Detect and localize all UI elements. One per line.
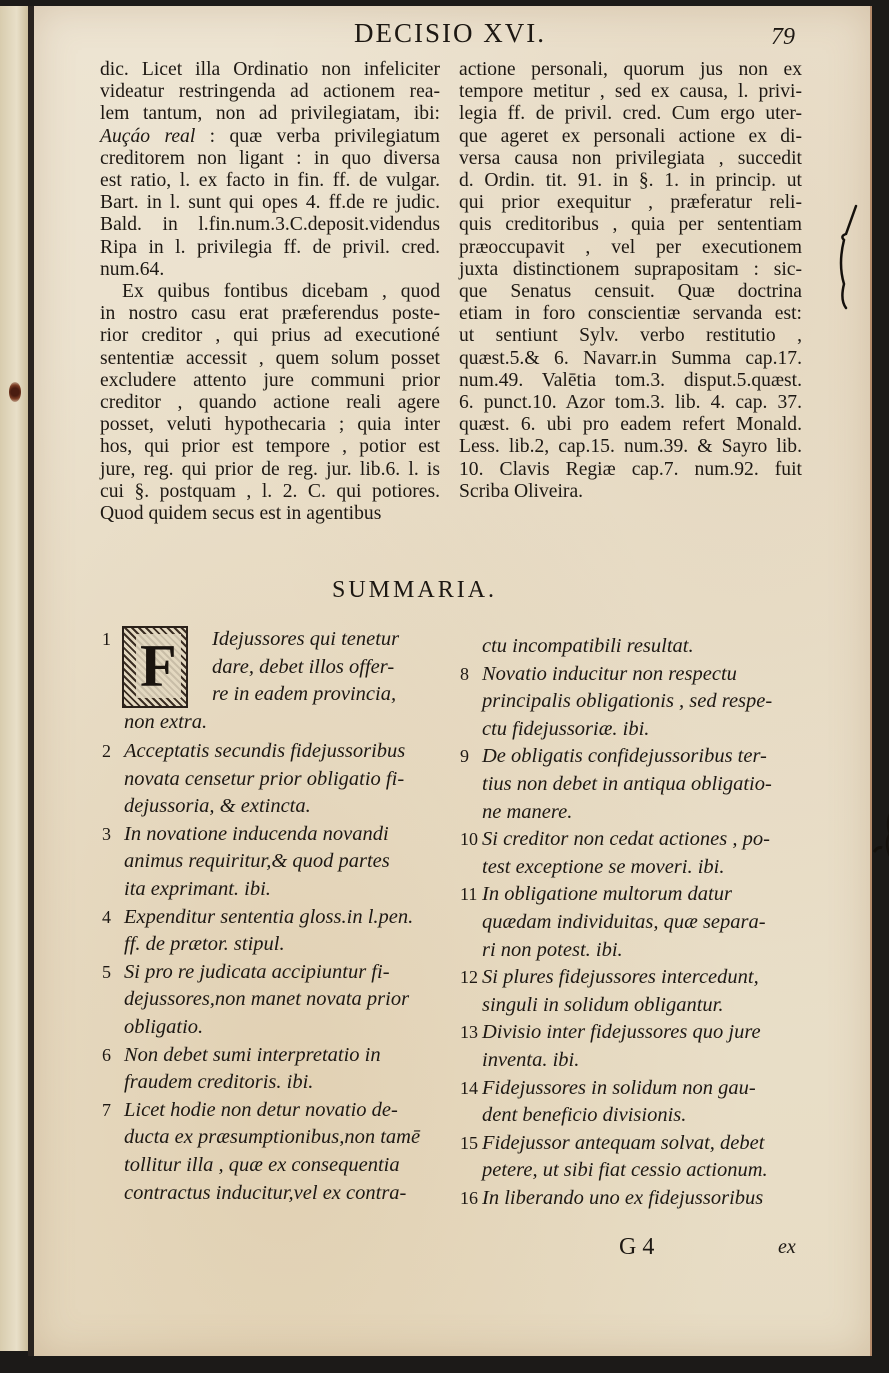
text-line: 10. Clavis Regiæ cap.7. num.92. fuit — [459, 458, 802, 480]
summary-line: In obligatione multorum datur — [482, 883, 732, 906]
summary-item-number: 6 — [102, 1044, 111, 1065]
summary-line: Acceptatis secundis fidejussoribus — [124, 740, 406, 762]
summary-line: Divisio inter fidejussores quo jure — [482, 1021, 761, 1044]
signature-mark: G 4 — [619, 1234, 655, 1260]
summary-item-text — [124, 626, 462, 736]
summary-line: ita exprimant. ibi. — [124, 877, 271, 900]
text-line: dic. Licet illa Ordinatio non infeliciter — [100, 59, 440, 80]
text-line: Bart. in l. sunt qui opes 4. ff.de re judic. — [100, 192, 440, 214]
summary-line: ctu fidejussoriæ. ibi. — [482, 717, 650, 740]
summary-line: singuli in solidum obligantur. — [482, 993, 724, 1016]
text-line: juxta distinctionem suprapositam : sic- — [459, 258, 802, 280]
summary-item-number: 4 — [102, 906, 111, 927]
summary-item — [102, 959, 462, 1042]
summaria-column-right — [460, 633, 810, 1212]
summary-item — [102, 821, 462, 904]
summary-item — [460, 1075, 810, 1130]
summary-line: contractus inducitur,vel ex contra- — [124, 1181, 407, 1204]
text-line: etiam in foro conscientiæ servanda est: — [459, 303, 802, 325]
text-line: jure, reg. qui prior de reg. jur. lib.6. l. is — [100, 458, 440, 480]
summary-line: re in eadem provincia, — [212, 683, 397, 706]
summary-line: Expenditur sententia gloss.in l.pen. — [124, 905, 414, 928]
text-line: posset, veluti hypothecaria ; quia inter — [100, 414, 440, 436]
handwritten-bracket-mark — [834, 204, 864, 314]
summary-item-text — [482, 1130, 810, 1185]
summary-line: petere, ut sibi fiat cessio actionum. — [482, 1159, 768, 1182]
summary-line: animus requiritur,& quod partes — [124, 850, 390, 873]
section-title-summaria: SUMMARIA. — [332, 577, 498, 603]
summary-line: tollitur illa , quæ ex consequentia — [124, 1153, 400, 1176]
text-line: qui prior exequitur , præferatur reli- — [459, 192, 802, 214]
text-line: creditorem non ligant : in quo diversa — [100, 147, 440, 169]
text-line: actione personali, quorum jus non ex — [459, 59, 802, 80]
summary-line: ri non potest. ibi. — [482, 938, 623, 961]
summary-line: Fidejussor antequam solvat, debet — [482, 1131, 765, 1154]
summary-item-text — [482, 661, 810, 744]
summary-line: Licet hodie non detur novatio de- — [124, 1098, 398, 1121]
text-line: in nostro casu erat præferendus poste- — [100, 303, 440, 325]
text-line: que Senatus censuit. Quæ doctrina — [459, 281, 802, 303]
summary-item-text — [482, 1019, 810, 1074]
summary-item-text — [124, 1097, 462, 1207]
italic-phrase: Auçáo real — [100, 125, 196, 147]
summary-item-text — [482, 1075, 810, 1130]
text-line: cui §. postquam , l. 2. C. qui potiores. — [100, 480, 440, 502]
summary-line: Si plures fidejussores intercedunt, — [482, 966, 759, 989]
summary-line: principalis obligationis , sed respe- — [482, 690, 773, 713]
summary-line: dejussores,non manet novata prior — [124, 988, 410, 1011]
text-line: tempore metitur , sed ex causa, l. privi- — [459, 81, 802, 103]
running-head: DECISIO XVI. — [354, 18, 546, 48]
summary-item — [460, 964, 810, 1019]
summary-line: ne manere. — [482, 800, 573, 823]
summary-item — [102, 626, 462, 738]
summary-item-text — [482, 743, 810, 826]
summary-item-text — [124, 959, 462, 1042]
text-line: sententiæ accessit , quem solum posset — [100, 347, 440, 369]
summary-line: novata censetur prior obligatio fi- — [124, 767, 405, 790]
summary-item-number: 5 — [102, 961, 111, 982]
summary-item — [460, 1130, 810, 1185]
summary-line: Si creditor non cedat actiones , po- — [482, 828, 770, 851]
text-line: Auçáo real : quæ verba privilegiatum — [100, 125, 440, 147]
facing-page-edge — [0, 6, 28, 1351]
summary-item — [460, 661, 810, 744]
summary-line: tius non debet in antiqua obligatio- — [482, 772, 772, 795]
summary-line: quædam individuitas, quæ separa- — [482, 910, 766, 933]
summary-item — [460, 633, 810, 661]
summary-item-text — [124, 904, 462, 959]
text-line: num.64. — [100, 258, 165, 280]
summary-item-text — [482, 633, 810, 661]
text-line: Bald. in l.fin.num.3.C.deposit.videndus — [100, 214, 440, 236]
summary-item-number: 8 — [460, 663, 469, 684]
summary-item — [460, 826, 810, 881]
book-page — [34, 6, 872, 1356]
summary-item-number: 3 — [102, 823, 111, 844]
text-line: que ageret ex personali actione ex di- — [459, 125, 802, 147]
summary-line: dare, debet illos offer- — [212, 655, 395, 678]
summary-line: Si pro re judicata accipiuntur fi- — [124, 960, 390, 983]
summary-item-number: 2 — [102, 741, 111, 761]
summary-item-text — [124, 738, 462, 821]
text-line: creditor , quando actione reali agere — [100, 392, 440, 414]
text-line: num.49. Valētia tom.3. disput.5.quæst. — [459, 369, 802, 391]
summary-item-number: 11 — [460, 884, 478, 905]
summary-line: Novatio inducitur non respectu — [482, 662, 737, 685]
summary-item-text — [482, 1185, 810, 1213]
text-line: est ratio, l. ex facto in fin. ff. de vulgar. — [100, 170, 440, 192]
text-line: Ripa in l. privilegia ff. de privil. cred. — [100, 236, 440, 258]
summary-item-number: 9 — [460, 746, 469, 767]
text-line: quæst. 6. ubi pro eadem refert Monald. — [459, 414, 802, 436]
initial-letter: F — [136, 634, 181, 698]
summary-item-text — [482, 881, 810, 964]
summary-line: obligatio. — [124, 1015, 204, 1038]
page-number: 79 — [771, 24, 795, 50]
summary-item-number: 10 — [460, 829, 478, 850]
text-line: legia ff. de privil. cred. Cum ergo uter- — [459, 103, 802, 125]
text-column-left — [100, 59, 440, 525]
summary-item — [460, 743, 810, 826]
summary-item — [102, 1042, 462, 1097]
summary-item-text — [124, 1042, 462, 1097]
summary-line: dejussoria, & extincta. — [124, 795, 311, 818]
text-line: Ex quibus fontibus dicebam , quod — [122, 281, 440, 303]
text-line: ut sentiunt Sylv. verbo restitutio , — [459, 325, 802, 347]
summary-item — [460, 1185, 810, 1213]
catchword: ex — [778, 1236, 796, 1258]
summary-item-number: 7 — [102, 1099, 111, 1120]
summaria-column-left — [102, 626, 462, 1207]
summary-item-number: 13 — [460, 1022, 478, 1043]
text-line: rior creditor , qui prius ad executioné — [100, 325, 440, 347]
text-line: quis creditoribus , quia per sententiam — [459, 214, 802, 236]
summary-line: non extra. — [124, 710, 208, 733]
text-line: Scriba Oliveira. — [459, 480, 584, 502]
summary-line: Fidejussores in solidum non gau- — [482, 1076, 756, 1099]
summary-line: Non debet sumi interpretatio in — [124, 1043, 381, 1066]
summary-item — [102, 904, 462, 959]
summary-item-number: 16 — [460, 1187, 478, 1208]
handwritten-margin-mark — [872, 812, 889, 862]
text-line: Quod quidem secus est in agentibus — [100, 503, 382, 525]
text-line: quæst.5.& 6. Navarr.in Summa cap.17. — [459, 347, 802, 369]
summary-line: De obligatis confidejussoribus ter- — [482, 745, 767, 768]
summary-item-number: 12 — [460, 967, 478, 988]
decorated-initial — [122, 626, 188, 708]
text-line: d. Ordin. tit. 91. in §. 1. in princip. ut — [459, 170, 802, 192]
text-line: lem tantum, non ad privilegiatam, ibi: — [100, 103, 440, 125]
text-line: 6. punct.10. Azor tom.3. lib. 4. cap. 37. — [459, 392, 802, 414]
summary-item — [102, 738, 462, 821]
summary-item — [460, 881, 810, 964]
summary-line: ff. de prætor. stipul. — [124, 933, 285, 956]
summary-line: Idejussores qui tenetur — [212, 628, 400, 650]
summary-item — [460, 1019, 810, 1074]
summary-item-text — [482, 826, 810, 881]
summary-line: dent beneficio divisionis. — [482, 1104, 687, 1127]
text-line: versa causa non privilegiata , succedit — [459, 147, 802, 169]
summary-line: ctu incompatibili resultat. — [482, 635, 694, 657]
text-line: hos, qui prior est tempore , potior est — [100, 436, 440, 458]
summary-line: fraudem creditoris. ibi. — [124, 1071, 314, 1094]
summary-line: In liberando uno ex fidejussoribus — [482, 1186, 764, 1209]
summary-line: test exceptione se moveri. ibi. — [482, 855, 725, 878]
text-line: præoccupavit , vel per executionem — [459, 236, 802, 258]
summary-item — [102, 1097, 462, 1207]
text-line: excludere attento jure communi prior — [100, 369, 440, 391]
summary-item-text — [124, 821, 462, 904]
summary-line: ducta ex præsumptionibus,non tamē — [124, 1126, 421, 1149]
summary-item-number: 15 — [460, 1132, 478, 1153]
summary-item-number: 1 — [102, 629, 111, 649]
text-line: videatur restringenda ad actionem rea- — [100, 81, 440, 103]
text-line: Less. lib.2, cap.15. num.39. & Sayro lib. — [459, 436, 802, 458]
summary-item-text — [482, 964, 810, 1019]
summary-line: inventa. ibi. — [482, 1048, 580, 1071]
text-column-right — [459, 59, 802, 503]
summary-item-number: 14 — [460, 1077, 478, 1098]
summary-line: In novatione inducenda novandi — [124, 822, 389, 845]
ink-stain — [9, 382, 21, 402]
